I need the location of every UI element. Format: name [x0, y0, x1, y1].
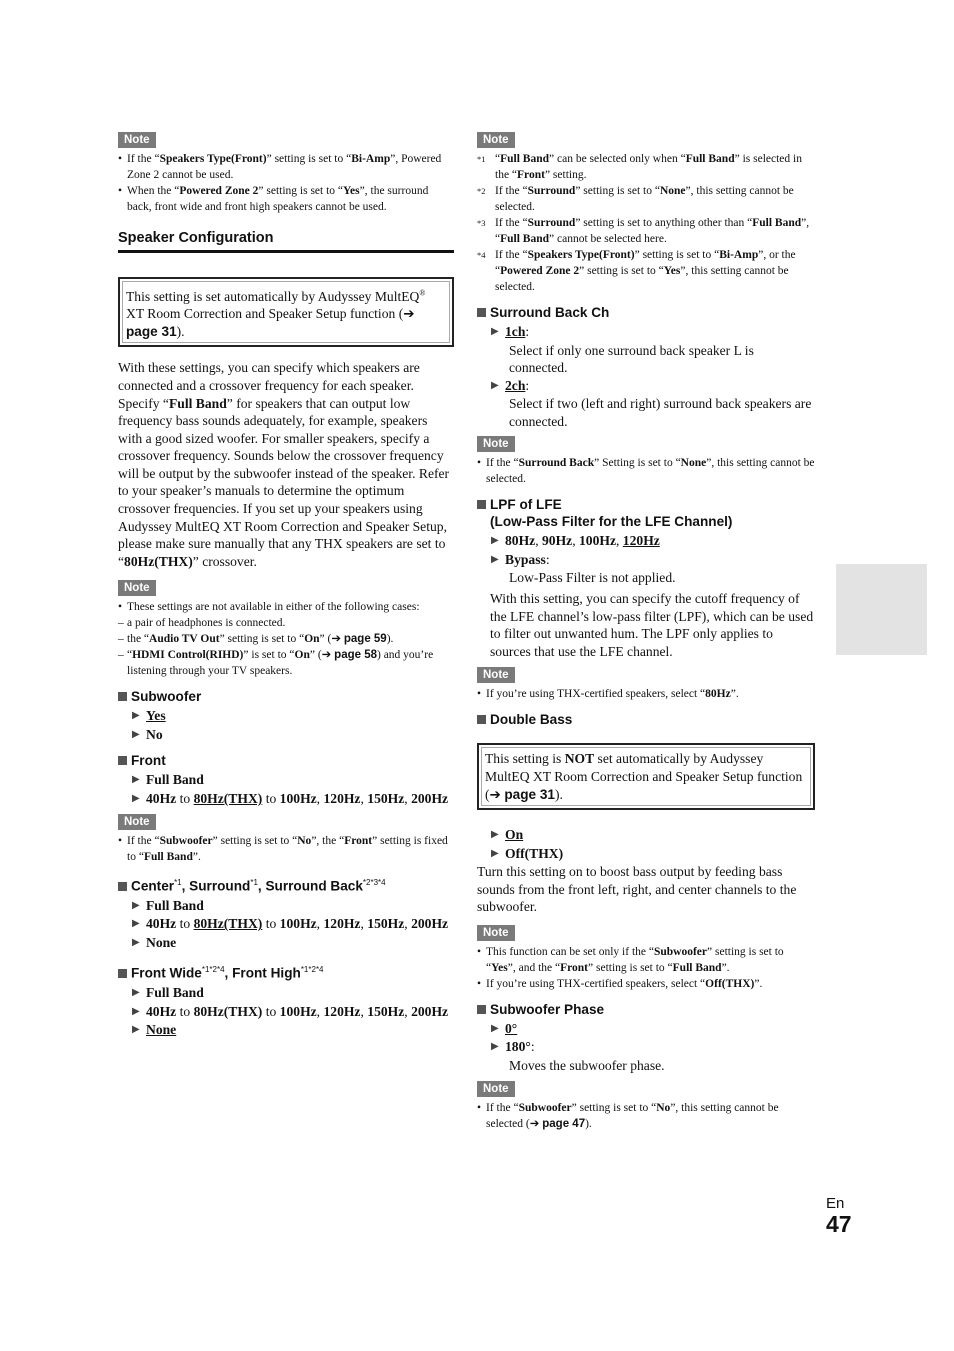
center-heading: Center$^{*1}$, Surround$^{*1}$, Surround Back$^{*2*3*4}$: [118, 874, 454, 895]
triangle-bullet-icon: ▶: [491, 829, 499, 841]
note-item: • This function can be set only if the “Subwoofer” setting is set to “Yes”, and the “Front” setting is set to “Full Band”.: [477, 944, 815, 976]
double-bass-options: [477, 826, 815, 863]
triangle-bullet-icon: ▶: [132, 987, 140, 998]
manual-setting-text: This setting is NOT set automatically by Audyssey MultEQ XT Room Correction and Speaker Setup function (➔ page 31).: [485, 751, 803, 802]
note-badge: Note: [477, 132, 515, 148]
note-list: [477, 1100, 815, 1132]
subwoofer-phase-options: [477, 1020, 815, 1075]
footnote: *2 If the “Surround” setting is set to “None”, this setting cannot be selected.: [477, 185, 794, 213]
footnote-list: [477, 151, 815, 295]
center-options: [118, 897, 454, 953]
triangle-bullet-icon: ▶: [132, 1024, 140, 1035]
subwoofer-phase-heading: Subwoofer Phase: [477, 1001, 815, 1018]
note-dash-item: – the “Audio TV Out” setting is set to “On” (➔ page 59).: [118, 633, 394, 646]
note-item: • If you’re using THX-certified speakers, select “Off(THX)”.: [477, 976, 815, 992]
triangle-bullet-icon: ▶: [132, 918, 140, 930]
note-badge: Note: [477, 1081, 515, 1097]
section-title: Speaker Configuration: [118, 230, 454, 253]
surround-back-ch-options: [477, 323, 815, 430]
option-item: ▶ 40Hz to 80Hz(THX) to 100Hz, 120Hz, 150Hz, 200Hz: [132, 790, 454, 809]
note-item: • If the “Speakers Type(Front)” setting is set to “Bi-Amp”, Powered Zone 2 cannot be used.: [118, 151, 454, 183]
note-badge: Note: [118, 814, 156, 830]
right-column: [477, 130, 815, 1132]
lpf-heading: LPF of LFE (Low-Pass Filter for the LFE Channel): [477, 496, 815, 530]
note-badge: Note: [118, 132, 156, 148]
note-item: • These settings are not available in either of the following cases:: [118, 599, 454, 615]
triangle-bullet-icon: ▶: [132, 1005, 140, 1017]
page-reference: ➔ page 47: [529, 1117, 586, 1130]
option-description: Select if two (left and right) surround back speakers are connected.: [509, 396, 812, 429]
triangle-bullet-icon: ▶: [491, 379, 499, 391]
note-item: • If the “Subwoofer” setting is set to “No”, this setting cannot be selected (➔ page 47).: [477, 1100, 815, 1132]
page-reference: ➔ page 59: [331, 633, 387, 646]
auto-setting-text: This setting is set automatically by Audyssey MultEQ® XT Room Correction and Speaker Setup function (➔ page 31).: [126, 288, 426, 339]
option-item: ▶ Off(THX): [491, 845, 815, 864]
note-list: [477, 686, 815, 702]
option-item: ▶ Full Band: [132, 897, 454, 916]
front-wide-options: [118, 984, 454, 1040]
triangle-bullet-icon: ▶: [491, 847, 499, 859]
note-dash-item: – “HDMI Control(RIHD)” is set to “On” (➔ page 58) and you’re listening through your TV speakers.: [118, 649, 434, 678]
option-item: ▶ 40Hz to 80Hz(THX) to 100Hz, 120Hz, 150Hz, 200Hz: [132, 1003, 454, 1022]
front-heading: Front: [118, 752, 454, 769]
footnote: *1 “Full Band” can be selected only when “Full Band” is selected in the “Front” setting.: [477, 153, 802, 181]
triangle-bullet-icon: ▶: [132, 728, 140, 740]
option-item: ▶ None: [132, 934, 454, 953]
note-cases: [118, 599, 454, 679]
left-column: [118, 130, 454, 1040]
auto-setting-box: [118, 277, 454, 347]
footnote: *4 If the “Speakers Type(Front)” setting is set to “Bi-Amp”, or the “Powered Zone 2” setting is set to “Yes”, this setting cannot be selected.: [477, 249, 796, 293]
option-item: ▶ No: [132, 726, 454, 745]
note-item: • If you’re using THX-certified speakers, select “80Hz”.: [477, 686, 815, 702]
note-item: • If the “Surround Back” Setting is set to “None”, this setting cannot be selected.: [477, 455, 815, 487]
option-item: ▶ Full Band: [132, 771, 454, 790]
triangle-bullet-icon: ▶: [491, 326, 499, 337]
triangle-bullet-icon: ▶: [491, 535, 499, 547]
option-item: ▶ 180°:: [491, 1038, 815, 1057]
option-item: ▶ On: [491, 826, 815, 845]
note-list: [118, 151, 454, 215]
option-item: ▶ Full Band: [132, 984, 454, 1003]
subwoofer-heading: Subwoofer: [118, 688, 454, 705]
front-wide-heading: Front Wide$^{*1*2*4}$, Front High$^{*1*2*4}$: [118, 961, 454, 982]
note-item: • When the “Powered Zone 2” setting is set to “Yes”, the surround back, front wide and front high speakers cannot be used.: [118, 183, 454, 215]
triangle-bullet-icon: ▶: [491, 1041, 499, 1053]
option-description: Select if only one surround back speaker L is connected.: [509, 342, 754, 376]
option-description: Moves the subwoofer phase.: [509, 1057, 665, 1073]
note-badge: Note: [477, 667, 515, 683]
front-options: [118, 771, 454, 808]
note-list: [477, 944, 815, 992]
note-dash-list: [118, 615, 454, 679]
note-list: [118, 833, 454, 865]
triangle-bullet-icon: ▶: [132, 899, 140, 911]
language-label: En: [826, 1195, 845, 1212]
page-number: 47: [826, 1211, 852, 1237]
triangle-bullet-icon: ▶: [491, 1022, 499, 1034]
option-item: ▶ 2ch:: [491, 377, 815, 396]
note-list: [477, 455, 815, 487]
note-badge: Note: [477, 436, 515, 452]
page-reference: ➔ page 31: [126, 306, 415, 339]
triangle-bullet-icon: ▶: [132, 710, 140, 722]
lpf-body: With this setting, you can specify the cutoff frequency of the LFE channel’s low-pass filter (LPF), which can be used to filter out unwanted hum. The LPF only applies to sources that use the LFE channel.: [490, 590, 814, 659]
triangle-bullet-icon: ▶: [132, 774, 140, 786]
option-item: ▶ Yes: [132, 707, 454, 726]
option-item: ▶ Bypass:: [491, 551, 815, 570]
note-badge: Note: [118, 580, 156, 596]
option-description: Low-Pass Filter is not applied.: [509, 570, 676, 586]
double-bass-heading: Double Bass: [477, 711, 815, 728]
note-badge: Note: [477, 925, 515, 941]
chapter-side-tab: [836, 564, 927, 655]
page-reference: ➔ page 58: [321, 649, 377, 662]
footnote: *3 If the “Surround” setting is set to anything other than “Full Band”, “Full Band” cannot be selected here.: [477, 217, 810, 245]
page-reference: ➔ page 31: [489, 786, 555, 802]
note-dash-item: – a pair of headphones is connected.: [118, 617, 286, 630]
option-item: ▶ None: [132, 1021, 454, 1040]
double-bass-body: Turn this setting on to boost bass output by feeding bass sounds from the front left, right, and center channels to the subwoofer.: [477, 864, 797, 915]
option-item: ▶ 40Hz to 80Hz(THX) to 100Hz, 120Hz, 150Hz, 200Hz: [132, 915, 454, 934]
subwoofer-options: [118, 707, 454, 744]
option-item: ▶ 80Hz, 90Hz, 100Hz, 120Hz: [491, 532, 815, 551]
page-number-block: [826, 1195, 886, 1236]
lpf-options: [477, 532, 815, 587]
option-item: ▶ 1ch:: [491, 323, 815, 342]
triangle-bullet-icon: ▶: [491, 553, 499, 565]
triangle-bullet-icon: ▶: [132, 792, 140, 804]
option-item: ▶ 0°: [491, 1020, 815, 1039]
note-item: • If the “Subwoofer” setting is set to “No”, the “Front” setting is fixed to “Full Band”.: [118, 833, 454, 865]
manual-setting-box: [477, 743, 815, 810]
surround-back-ch-heading: Surround Back Ch: [477, 304, 815, 321]
body-paragraph: With these settings, you can specify which speakers are connected and a crossover frequency for each speaker. Specify “Full Band” for speakers that can output low frequency bass sounds adequately, for example, speakers with a good sized woofer. For smaller speakers, specify a crossover frequency. Sounds below the crossover frequency will be output by the subwoofer instead of the speaker. Refer to your speaker’s manuals to determine the optimum crossover frequencies. If you set up your speakers using Audyssey MultEQ XT Room Correction and Speaker Setup, please make sure manually that any THX speakers are set to “80Hz(THX)” crossover.: [118, 360, 450, 569]
triangle-bullet-icon: ▶: [132, 936, 140, 948]
